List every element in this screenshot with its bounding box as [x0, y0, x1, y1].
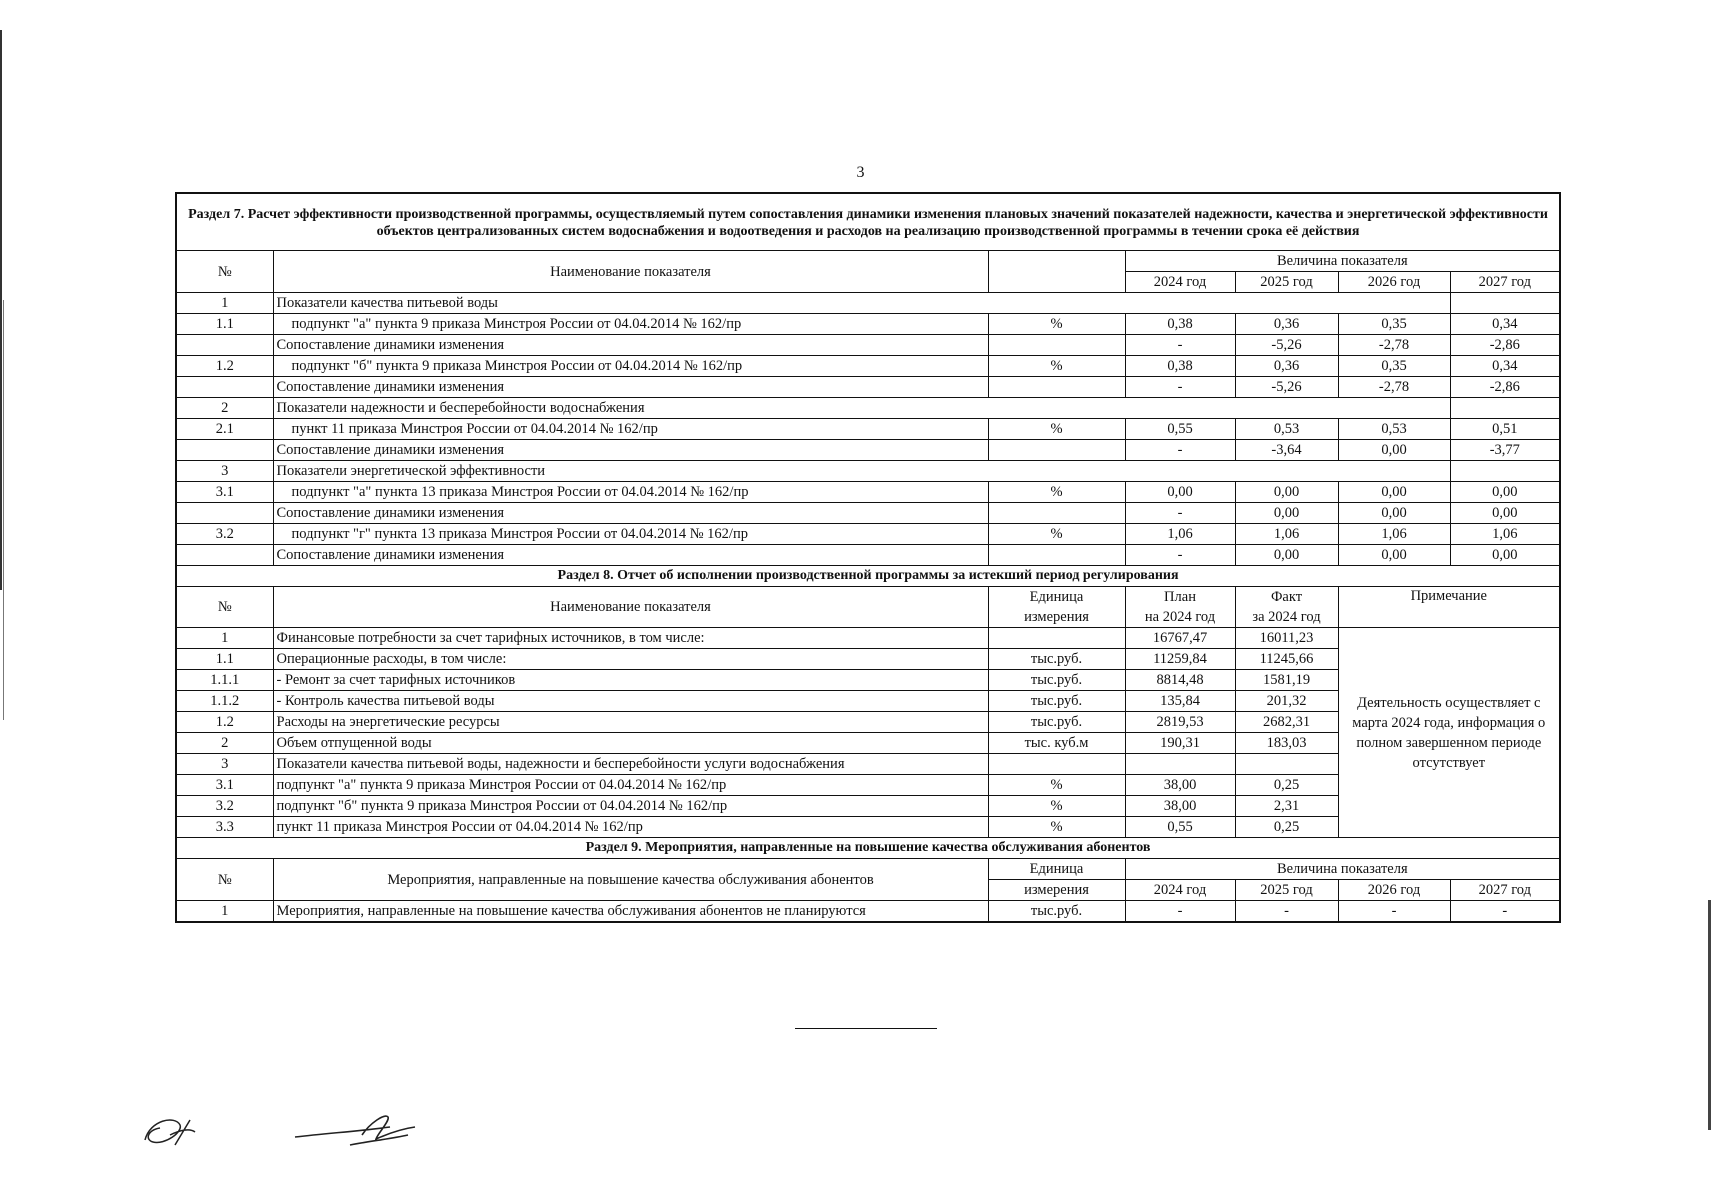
section8-row-fact: 201,32 — [1235, 691, 1338, 712]
section8-row-fact: 16011,23 — [1235, 628, 1338, 649]
report-table-body — [176, 193, 1560, 922]
section8-row-name: пункт 11 приказа Минстроя России от 04.04.2014 № 162/пр — [273, 817, 988, 838]
section7-row-value: 1,06 — [1125, 524, 1235, 545]
section7-row — [176, 377, 1560, 398]
section8-row-name: Операционные расходы, в том числе: — [273, 649, 988, 670]
section8-row-name: - Контроль качества питьевой воды — [273, 691, 988, 712]
section7-row-value: - — [1125, 335, 1235, 356]
section8-row-name: Расходы на энергетические ресурсы — [273, 712, 988, 733]
section8-num-header: № — [176, 587, 273, 628]
document-sheet — [175, 192, 1559, 923]
section7-row-value: 0,00 — [1450, 545, 1560, 566]
section8-row-num: 1.1 — [176, 649, 273, 670]
section7-row-unit — [988, 503, 1125, 524]
section8-row-name: Объем отпущенной воды — [273, 733, 988, 754]
section8-row-name: Финансовые потребности за счет тарифных источников, в том числе: — [273, 628, 988, 649]
section9-title: Раздел 9. Мероприятия, направленные на повышение качества обслуживания абонентов — [176, 838, 1560, 859]
section7-row-value: 0,00 — [1125, 482, 1235, 503]
section9-year-header: 2026 год — [1338, 880, 1450, 901]
section7-row-num — [176, 503, 273, 524]
section7-row — [176, 503, 1560, 524]
section7-row-name: пункт 11 приказа Минстроя России от 04.04.2014 № 162/пр — [273, 419, 988, 440]
section7-row-value: -5,26 — [1235, 377, 1338, 398]
section7-row — [176, 482, 1560, 503]
section7-row-value: -2,78 — [1338, 335, 1450, 356]
section8-row-plan: 190,31 — [1125, 733, 1235, 754]
section7-row-value: 0,00 — [1338, 503, 1450, 524]
section7-value-group-header: Величина показателя — [1125, 251, 1560, 272]
section8-title-row — [176, 566, 1560, 587]
section9-name-header: Мероприятия, направленные на повышение качества обслуживания абонентов — [273, 859, 988, 901]
section7-row-value: 1,06 — [1450, 524, 1560, 545]
section9-row — [176, 901, 1560, 923]
section7-row — [176, 398, 1560, 419]
section7-row — [176, 461, 1560, 482]
section8-row-fact: 0,25 — [1235, 817, 1338, 838]
section8-row-num: 3.1 — [176, 775, 273, 796]
section7-row-value: -2,78 — [1338, 377, 1450, 398]
section7-row-unit: % — [988, 356, 1125, 377]
end-rule — [795, 1028, 937, 1029]
section8-row-plan: 2819,53 — [1125, 712, 1235, 733]
section8-row-plan: 38,00 — [1125, 796, 1235, 817]
section8-row-plan — [1125, 754, 1235, 775]
section7-row-value: 0,35 — [1338, 356, 1450, 377]
section7-row-unit: % — [988, 314, 1125, 335]
section8-row-num: 1 — [176, 628, 273, 649]
section8-row-num: 3 — [176, 754, 273, 775]
section7-row-num: 2.1 — [176, 419, 273, 440]
section9-year-header: 2025 год — [1235, 880, 1338, 901]
section7-row-value: 0,00 — [1338, 440, 1450, 461]
section7-row-unit: % — [988, 482, 1125, 503]
section9-row-value: - — [1235, 901, 1338, 923]
section8-row-name: - Ремонт за счет тарифных источников — [273, 670, 988, 691]
section7-row-value: -3,64 — [1235, 440, 1338, 461]
section8-row-fact: 2,31 — [1235, 796, 1338, 817]
scan-edge-left — [0, 30, 2, 590]
section7-row-value: 1,06 — [1235, 524, 1338, 545]
section7-row-value: 0,38 — [1125, 356, 1235, 377]
section7-row-unit: % — [988, 524, 1125, 545]
section7-group-name: Показатели энергетической эффективности — [273, 461, 1450, 482]
section8-unit-header-line2: измерения — [1024, 609, 1089, 625]
section7-year-header: 2027 год — [1450, 272, 1560, 293]
section7-row-unit — [988, 545, 1125, 566]
section8-row-fact: 0,25 — [1235, 775, 1338, 796]
section8-row-unit: тыс.руб. — [988, 649, 1125, 670]
section7-row-unit — [988, 377, 1125, 398]
section8-row-plan: 38,00 — [1125, 775, 1235, 796]
section7-title: Раздел 7. Расчет эффективности производственной программы, осуществляемый путем сопоставления динамики изменения плановых значений показателей надежности, качества и энергетической эффективности объектов централизованных систем водоснабжения и водоотведения и расходов на реализацию производственной программы в течении срока её действия — [176, 193, 1560, 251]
section8-row-fact: 2682,31 — [1235, 712, 1338, 733]
section9-row-num: 1 — [176, 901, 273, 923]
section7-row — [176, 314, 1560, 335]
section7-unit-header — [988, 251, 1125, 293]
section7-row-value: 0,00 — [1235, 503, 1338, 524]
section8-row-unit — [988, 628, 1125, 649]
section8-note-header: Примечание — [1338, 587, 1560, 628]
section7-row-value: 0,00 — [1450, 503, 1560, 524]
section8-row-unit: тыс. куб.м — [988, 733, 1125, 754]
section7-row-value: - — [1125, 440, 1235, 461]
section7-row-value: -3,77 — [1450, 440, 1560, 461]
section7-row-value: - — [1125, 503, 1235, 524]
section7-row-value: 0,00 — [1450, 482, 1560, 503]
section7-year-header: 2026 год — [1338, 272, 1450, 293]
section9-year-header: 2027 год — [1450, 880, 1560, 901]
section8-plan-header-line2: на 2024 год — [1144, 609, 1216, 625]
section7-row-value: -2,86 — [1450, 377, 1560, 398]
section9-row-unit: тыс.руб. — [988, 901, 1125, 923]
section7-row-value: 0,34 — [1450, 314, 1560, 335]
section8-row-unit: % — [988, 817, 1125, 838]
section7-row-name: подпункт "а" пункта 13 приказа Минстроя России от 04.04.2014 № 162/пр — [273, 482, 988, 503]
section7-row-name: Сопоставление динамики изменения — [273, 335, 988, 356]
section7-row-value — [1450, 461, 1560, 482]
section7-row-value: 0,36 — [1235, 356, 1338, 377]
report-table — [175, 192, 1561, 923]
section8-title: Раздел 8. Отчет об исполнении производственной программы за истекший период регулирования — [176, 566, 1560, 587]
section8-row-plan: 8814,48 — [1125, 670, 1235, 691]
section8-row-plan: 16767,47 — [1125, 628, 1235, 649]
section7-title-row — [176, 193, 1560, 251]
section7-row-num — [176, 335, 273, 356]
section7-row-num — [176, 440, 273, 461]
section7-row-value: - — [1125, 545, 1235, 566]
section7-row-value: 0,38 — [1125, 314, 1235, 335]
section7-row-num: 3.1 — [176, 482, 273, 503]
section9-unit-header-line1: Единица — [988, 859, 1125, 880]
section7-row-value: 0,00 — [1338, 545, 1450, 566]
section7-row-num: 1 — [176, 293, 273, 314]
section8-row-fact — [1235, 754, 1338, 775]
section7-year-header: 2025 год — [1235, 272, 1338, 293]
section7-group-name: Показатели качества питьевой воды — [273, 293, 1450, 314]
section7-row-value: 0,00 — [1235, 482, 1338, 503]
section7-row-value: 0,53 — [1235, 419, 1338, 440]
section8-row-plan: 0,55 — [1125, 817, 1235, 838]
section9-year-header: 2024 год — [1125, 880, 1235, 901]
section9-value-group-header: Величина показателя — [1125, 859, 1560, 880]
scan-edge-left-inner — [3, 300, 4, 720]
section7-row-value: 0,34 — [1450, 356, 1560, 377]
signature-mark-left — [135, 1100, 215, 1160]
section7-row-unit — [988, 440, 1125, 461]
section7-row-value: 0,55 — [1125, 419, 1235, 440]
section9-header-row — [176, 859, 1560, 880]
section7-row-name: подпункт "а" пункта 9 приказа Минстроя России от 04.04.2014 № 162/пр — [273, 314, 988, 335]
section8-fact-header-line2: за 2024 год — [1252, 609, 1321, 625]
scan-edge-right — [1708, 900, 1711, 1130]
section8-row-unit: тыс.руб. — [988, 670, 1125, 691]
section9-row-value: - — [1450, 901, 1560, 923]
section7-row-value: 0,00 — [1235, 545, 1338, 566]
section7-row-value: 0,00 — [1338, 482, 1450, 503]
section7-row-num — [176, 545, 273, 566]
section8-row-num: 3.3 — [176, 817, 273, 838]
section7-row-value: 0,51 — [1450, 419, 1560, 440]
section8-unit-header — [988, 587, 1125, 628]
section8-unit-header-line1: Единица — [1029, 589, 1084, 605]
section8-row-num: 1.1.1 — [176, 670, 273, 691]
section7-row-value — [1450, 398, 1560, 419]
section7-row — [176, 440, 1560, 461]
section8-row-plan: 11259,84 — [1125, 649, 1235, 670]
section8-row — [176, 628, 1560, 649]
section8-row-unit: % — [988, 796, 1125, 817]
section8-note: Деятельность осуществляет с марта 2024 года, информация о полном завершенном периоде отсутствует — [1338, 628, 1560, 838]
section7-row-value — [1450, 293, 1560, 314]
section8-row-name: подпункт "а" пункта 9 приказа Минстроя России от 04.04.2014 № 162/пр — [273, 775, 988, 796]
section7-row-name: подпункт "б" пункта 9 приказа Минстроя России от 04.04.2014 № 162/пр — [273, 356, 988, 377]
section9-row-name: Мероприятия, направленные на повышение качества обслуживания абонентов не планируются — [273, 901, 988, 923]
section7-row-value: -5,26 — [1235, 335, 1338, 356]
page-number: 3 — [856, 164, 865, 181]
section7-num-header: № — [176, 251, 273, 293]
section8-row-num: 2 — [176, 733, 273, 754]
section7-row-num: 3.2 — [176, 524, 273, 545]
section7-row — [176, 335, 1560, 356]
section7-year-header: 2024 год — [1125, 272, 1235, 293]
section8-row-num: 3.2 — [176, 796, 273, 817]
section7-row-num: 2 — [176, 398, 273, 419]
section7-row-name: Сопоставление динамики изменения — [273, 545, 988, 566]
section7-row-value: - — [1125, 377, 1235, 398]
section7-row-num: 1.1 — [176, 314, 273, 335]
section8-row-fact: 1581,19 — [1235, 670, 1338, 691]
section7-row-name: Сопоставление динамики изменения — [273, 503, 988, 524]
section7-name-header: Наименование показателя — [273, 251, 988, 293]
section8-fact-header — [1235, 587, 1338, 628]
section7-row — [176, 356, 1560, 377]
section8-row-unit: тыс.руб. — [988, 712, 1125, 733]
section8-row-fact: 11245,66 — [1235, 649, 1338, 670]
section8-row-num: 1.1.2 — [176, 691, 273, 712]
section7-row — [176, 293, 1560, 314]
section8-plan-header-line1: План — [1164, 589, 1196, 605]
section7-row-unit — [988, 335, 1125, 356]
section8-name-header: Наименование показателя — [273, 587, 988, 628]
section7-row-name: подпункт "г" пункта 13 приказа Минстроя России от 04.04.2014 № 162/пр — [273, 524, 988, 545]
section7-group-name: Показатели надежности и бесперебойности водоснабжения — [273, 398, 1450, 419]
section8-row-plan: 135,84 — [1125, 691, 1235, 712]
section8-row-name: Показатели качества питьевой воды, надежности и бесперебойности услуги водоснабжения — [273, 754, 988, 775]
section8-fact-header-line1: Факт — [1270, 589, 1303, 605]
section7-row-name: Сопоставление динамики изменения — [273, 377, 988, 398]
section7-row-num: 3 — [176, 461, 273, 482]
section8-plan-header — [1125, 587, 1235, 628]
signature-mark-right — [290, 1105, 430, 1155]
section7-row-num: 1.2 — [176, 356, 273, 377]
section7-row-value: 0,35 — [1338, 314, 1450, 335]
section8-row-unit — [988, 754, 1125, 775]
section7-row — [176, 545, 1560, 566]
section8-row-name: подпункт "б" пункта 9 приказа Минстроя России от 04.04.2014 № 162/пр — [273, 796, 988, 817]
section8-row-fact: 183,03 — [1235, 733, 1338, 754]
section9-row-value: - — [1338, 901, 1450, 923]
section7-row — [176, 419, 1560, 440]
section7-row-value: 0,53 — [1338, 419, 1450, 440]
section7-row-unit: % — [988, 419, 1125, 440]
section9-row-value: - — [1125, 901, 1235, 923]
section9-title-row — [176, 838, 1560, 859]
section7-row — [176, 524, 1560, 545]
section9-num-header: № — [176, 859, 273, 901]
section8-row-unit: % — [988, 775, 1125, 796]
section9-unit-header-line2: измерения — [988, 880, 1125, 901]
section7-row-num — [176, 377, 273, 398]
section8-row-unit: тыс.руб. — [988, 691, 1125, 712]
section7-row-value: 1,06 — [1338, 524, 1450, 545]
section7-row-value: 0,36 — [1235, 314, 1338, 335]
section7-header-row — [176, 251, 1560, 272]
section8-row-num: 1.2 — [176, 712, 273, 733]
section7-row-value: -2,86 — [1450, 335, 1560, 356]
section7-row-name: Сопоставление динамики изменения — [273, 440, 988, 461]
section8-header-row — [176, 587, 1560, 628]
